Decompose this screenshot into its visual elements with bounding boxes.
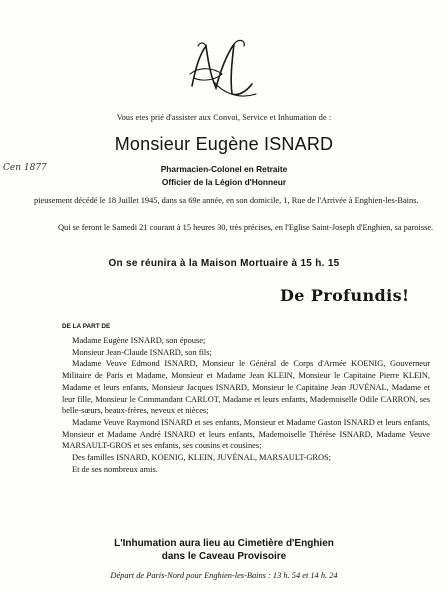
family-list (62, 335, 430, 475)
death-paragraph: pieusement décédé le 18 Juillet 1945, dans sa 69e année, en son domicile, 1, Rue de l'Arrivée à Enghien-les-Bains. (34, 196, 419, 205)
em-monogram-icon (186, 36, 262, 102)
family-line: Monsieur Jean-Claude ISNARD, son fils; (72, 347, 212, 357)
service-paragraph: Qui se feront le Samedi 21 courant à 15 heures 30, très précises, en l'Eglise Saint-Joseph d'Enghien, sa paroisse. (58, 223, 434, 232)
deceased-title-2: Officier de la Légion d'Honneur (161, 177, 287, 187)
part-de-label: DE LA PART DE (62, 323, 111, 330)
family-line: Et de ses nombreux amis. (72, 464, 158, 474)
family-line: Madame Eugène ISNARD, son épouse; (72, 336, 206, 345)
handwritten-margin-note: Cen 1877 (3, 163, 47, 173)
invitation-line: Vous etes prié d'assister aux Convoi, Service et Inhumation de : (116, 113, 332, 122)
family-line: Madame Veuve Raymond ISNARD et ses enfants, Monsieur et Madame Gaston ISNARD et leurs enfants, Monsieur et Madame André ISNARD et leurs enfants, Mademoiselle Thérèse ISNARD, Madame Veuve MARSAULT-GROS et ses enfants, ses cousins et cousines; (62, 417, 430, 451)
deceased-name: Monsieur Eugène ISNARD (114, 134, 334, 154)
inhumation-line-2: dans le Caveau Provisoire (161, 551, 287, 562)
de-profundis-heading: De Profundis! (280, 286, 410, 305)
deceased-title-1: Pharmacien-Colonel en Retraite (160, 164, 288, 174)
family-line: Madame Veuve Edmond ISNARD, Monsieur le Général de Corps d'Armée KOENIG, Gouverneur Militaire de Paris et Madame, Monsieur et Madame Jean KLEIN, Monsieur le Capitaine Pierre KLEIN, Madame et leurs enfants, Monsieur Jacques ISNARD, Monsieur le Capitaine Jean JUVÉNAL, Madame et leur fille, Monsieur le Commandant CARLOT, Madame et leurs enfants, Mademoiselle Odile CARRON, ses belle-sœurs, beaux-frères, neveux et nièces; (62, 359, 430, 416)
family-line: Des familles ISNARD, KOENIG, KLEIN, JUVÉNAL, MARSAULT-GROS; (72, 453, 331, 463)
inhumation-line-1: L'Inhumation aura lieu au Cimetière d'Enghien (114, 538, 334, 549)
departure-times: Départ de Paris-Nord pour Enghien-les-Bains : 13 h. 54 et 14 h. 24 (110, 571, 338, 580)
reunion-line: On se réunira à la Maison Mortuaire à 15 h. 15 (108, 258, 340, 269)
